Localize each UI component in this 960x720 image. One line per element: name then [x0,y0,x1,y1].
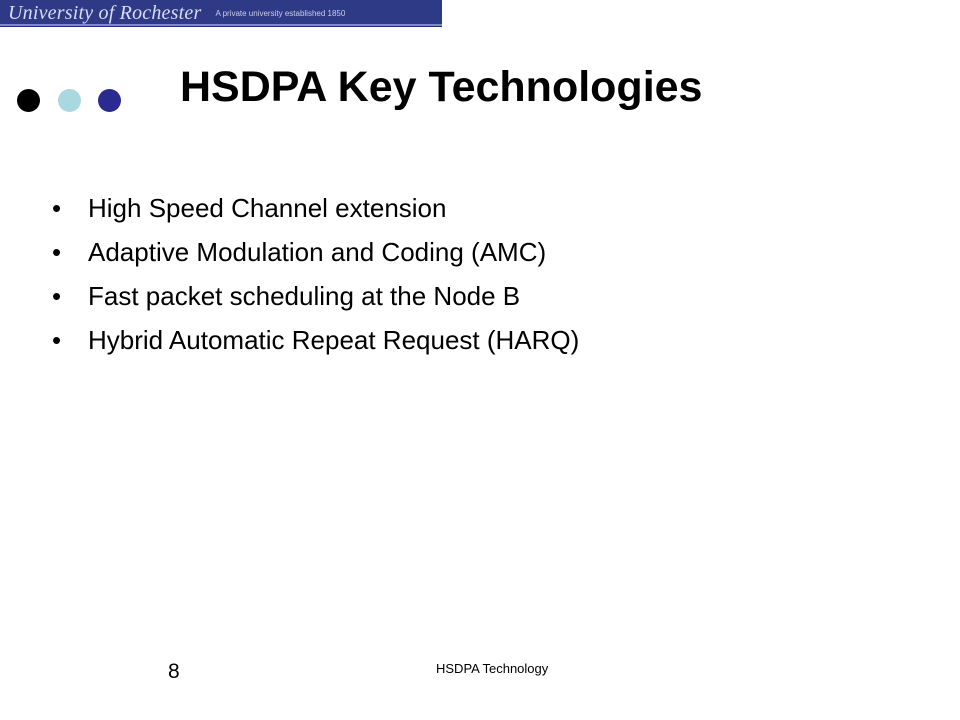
decorative-navy-dot [98,89,121,112]
bullet-text: High Speed Channel extension [88,193,447,223]
bullet-text: Fast packet scheduling at the Node B [88,281,521,311]
decorative-light-blue-dot [58,89,81,112]
bullet-point-icon: • [52,237,62,267]
bullet-text: Adaptive Modulation and Coding (AMC) [88,237,547,267]
bullet-point-icon: • [52,193,62,223]
bullet-item [52,325,579,369]
banner-university-name: University of Rochester [8,1,202,24]
bullet-point-icon: • [52,281,62,311]
bullet-item [52,193,579,237]
footer-text: HSDPA Technology [436,661,549,676]
slide-number: 8 [168,660,180,683]
bullet-text: Hybrid Automatic Repeat Request (HARQ) [88,325,580,355]
bullet-point-icon: • [52,325,62,355]
university-banner-logo [0,0,442,27]
bullet-item [52,281,579,325]
bullet-list [52,193,579,369]
slide-title: HSDPA Key Technologies [180,63,703,111]
banner-tagline: A private university established 1850 [215,8,346,18]
decorative-black-dot [17,89,40,112]
bullet-item [52,237,579,281]
